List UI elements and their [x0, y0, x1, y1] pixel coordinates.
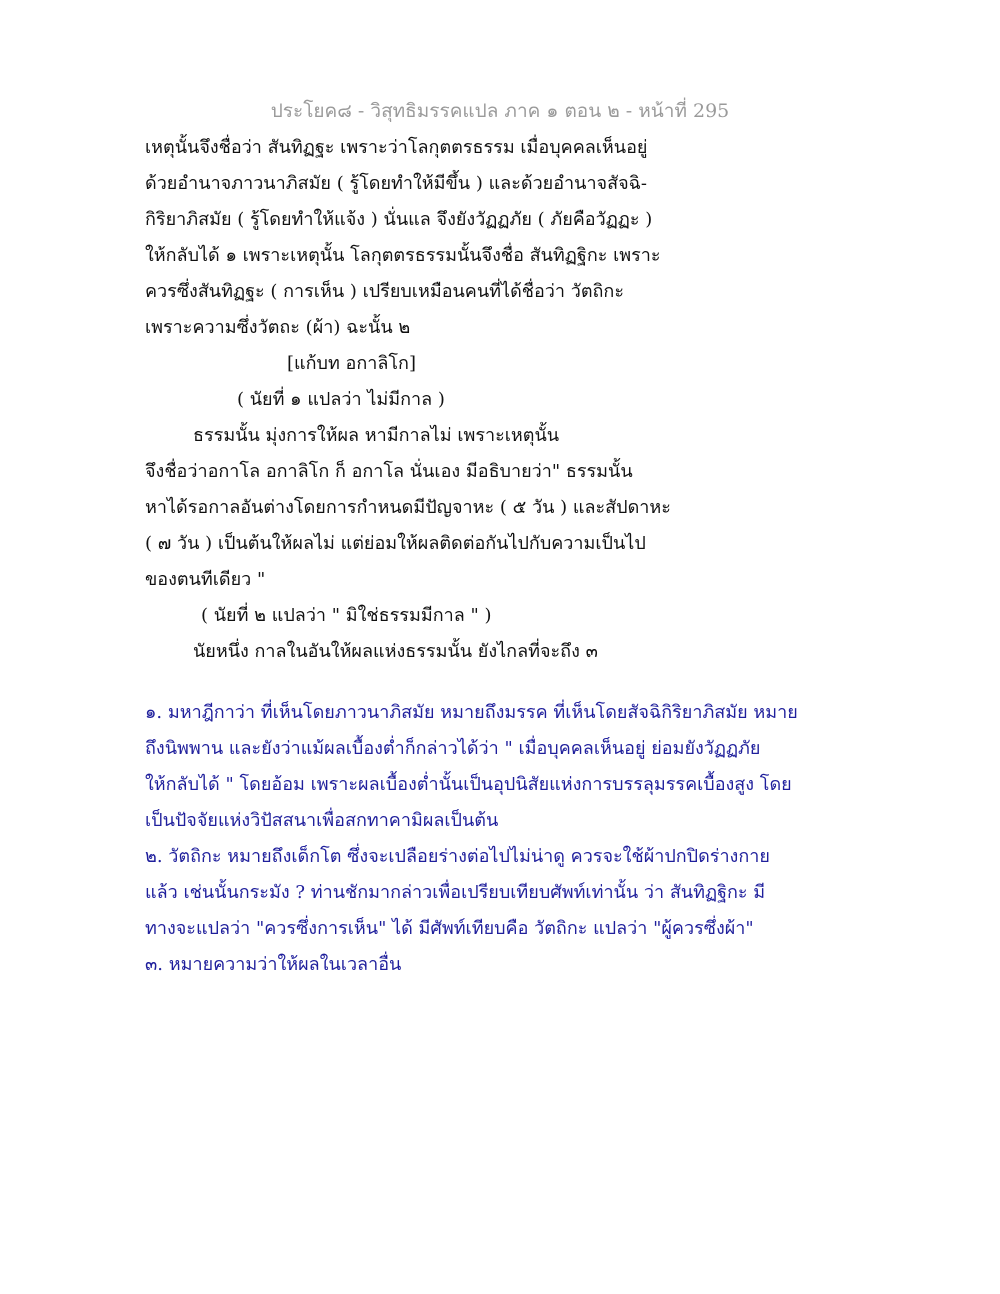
footnote-line: เป็นปัจจัยแห่งวิปัสสนาเพื่อสกทาคามิผลเป็นต้น	[145, 810, 499, 831]
text-line: นัยหนึ่ง กาลในอันให้ผลแห่งธรรมนั้น ยังไกลที่จะถึง ๓	[193, 641, 598, 662]
text-line: ของตนทีเดียว "	[145, 569, 266, 590]
footnote-line: ให้กลับได้ " โดยอ้อม เพราะผลเบื้องต่ำนั้นเป็นอุปนิสัยแห่งการบรรลุมรรคเบื้องสูง โดย	[145, 774, 792, 795]
text-line: ด้วยอำนาจภาวนาภิสมัย ( รู้โดยทำให้มีขึ้น ) และด้วยอำนาจสัจฉิ-	[145, 173, 647, 194]
footnote-line: ๒. วัตถิกะ หมายถึงเด็กโต ซึ่งจะเปลือยร่างต่อไปไม่น่าดู ควรจะใช้ผ้าปกปิดร่างกาย	[145, 846, 770, 867]
text-line: ธรรมนั้น มุ่งการให้ผล หามีกาลไม่ เพราะเหตุนั้น	[193, 425, 560, 446]
text-line: กิริยาภิสมัย ( รู้โดยทำให้แจ้ง ) นั่นแล จึงยังวัฏฏภัย ( ภัยคือวัฏฏะ )	[145, 209, 653, 230]
section-heading: [แก้บท อกาลิโก]	[287, 353, 416, 374]
text-line: จึงชื่อว่าอกาโล อกาลิโก ก็ อกาโล นั่นเอง มีอธิบายว่า" ธรรมนั้น	[145, 461, 633, 482]
text-line: ควรซึ่งสันทิฏฐะ ( การเห็น ) เปรียบเหมือนคนที่ได้ชื่อว่า วัตถิกะ	[145, 281, 624, 302]
footnote-line: ๑. มหาฎีกาว่า ที่เห็นโดยภาวนาภิสมัย หมายถึงมรรค ที่เห็นโดยสัจฉิกิริยาภิสมัย หมาย	[145, 702, 798, 723]
text-line: หาได้รอกาลอันต่างโดยการกำหนดมีปัญจาหะ ( ๕ วัน ) และสัปดาหะ	[145, 497, 671, 518]
subsection-heading: ( นัยที่ ๑ แปลว่า ไม่มีกาล )	[237, 389, 445, 410]
footnote-line: ถึงนิพพาน และยังว่าแม้ผลเบื้องต่ำก็กล่าวได้ว่า " เมื่อบุคคลเห็นอยู่ ย่อมยังวัฏฏภัย	[145, 738, 761, 759]
footnote-line: ๓. หมายความว่าให้ผลในเวลาอื่น	[145, 954, 402, 975]
footnote-line: ทางจะแปลว่า "ควรซึ่งการเห็น" ได้ มีศัพท์เทียบคือ วัตถิกะ แปลว่า "ผู้ควรซึ่งผ้า"	[145, 918, 754, 939]
text-line: ให้กลับได้ ๑ เพราะเหตุนั้น โลกุตตรธรรมนั้นจึงชื่อ สันทิฏฐิกะ เพราะ	[145, 245, 661, 266]
main-text	[145, 135, 845, 675]
text-line: ( ๗ วัน ) เป็นต้นให้ผลไม่ แต่ย่อมให้ผลติดต่อกันไปกับความเป็นไป	[145, 533, 646, 554]
text-line: เหตุนั้นจึงชื่อว่า สันทิฏฐะ เพราะว่าโลกุตตรธรรม เมื่อบุคคลเห็นอยู่	[145, 137, 648, 158]
footnotes	[145, 700, 865, 988]
subsection-heading: ( นัยที่ ๒ แปลว่า " มิใช่ธรรมมีกาล " )	[201, 605, 492, 626]
page-header: ประโยค๘ - วิสุทธิมรรคแปล ภาค ๑ ตอน ๒ - หน้าที่ 295	[270, 100, 730, 122]
text-line: เพราะความซึ่งวัตถะ (ผ้า) ฉะนั้น ๒	[145, 317, 411, 338]
footnote-line: แล้ว เช่นนั้นกระมัง ? ท่านชักมากล่าวเพื่อเปรียบเทียบศัพท์เท่านั้น ว่า สันทิฏฐิกะ มี	[145, 882, 766, 903]
